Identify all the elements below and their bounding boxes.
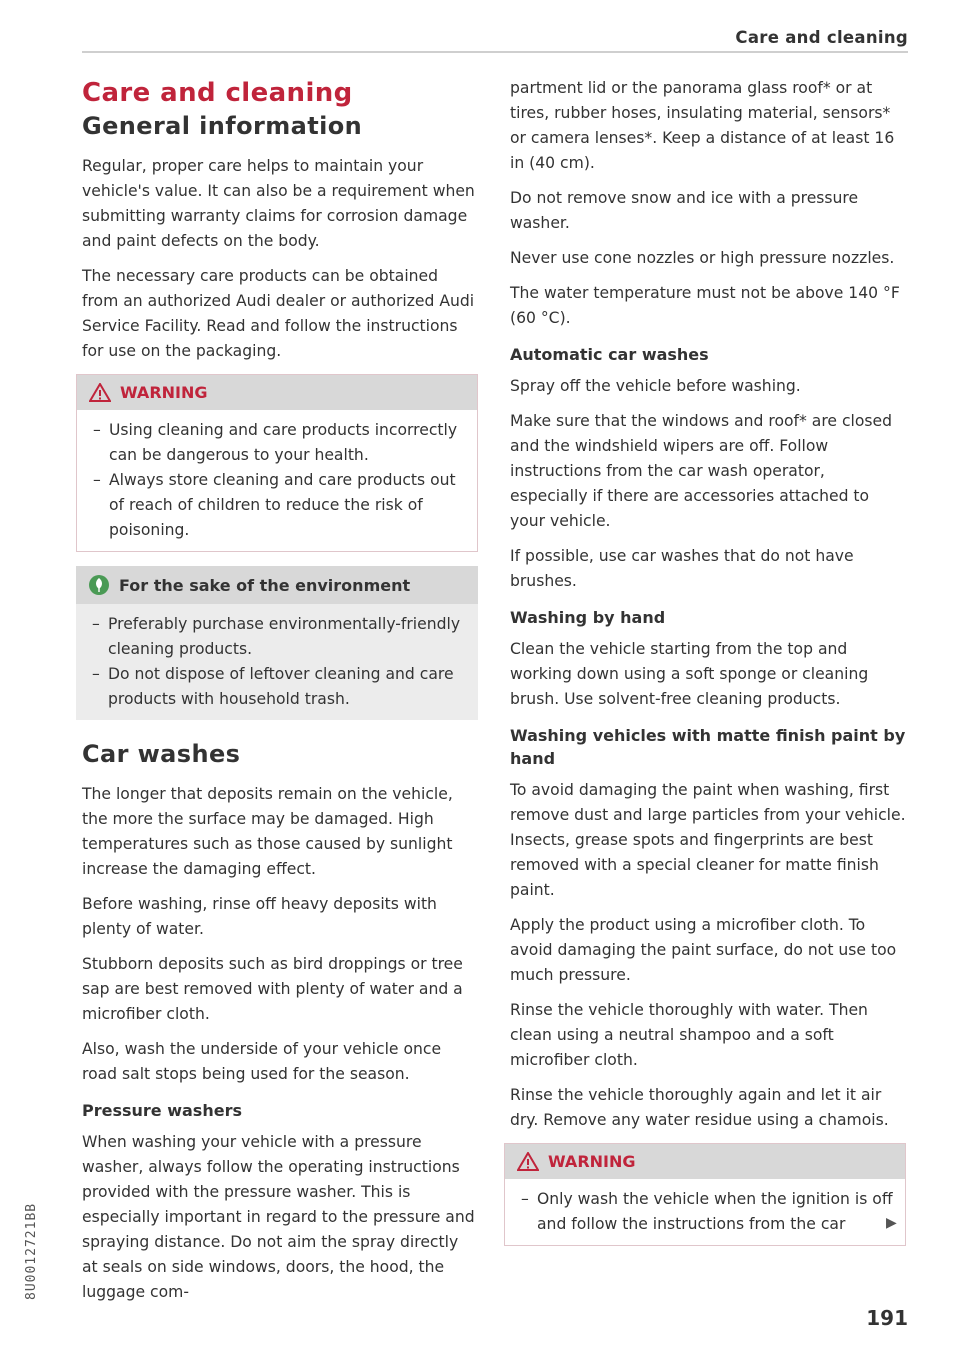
paragraph: partment lid or the panorama glass roof* or at tires, rubber hoses, insulating material, sensors* or camera lenses*. Keep a distance of at least 16 in (40 cm). (510, 79, 895, 172)
paragraph: If possible, use car washes that do not have brushes. (510, 547, 854, 590)
paragraph: Apply the product using a microfiber cloth. To avoid damaging the paint surface, do not use too much pressure. (510, 916, 897, 984)
paragraph: Never use cone nozzles or high pressure nozzles. (510, 249, 895, 267)
warning-title: WARNING (548, 1152, 636, 1171)
subheading-matte-finish: Washing vehicles with matte finish paint by hand (510, 726, 906, 768)
paragraph: Stubborn deposits such as bird droppings or tree sap are best removed with plenty of water and a microfiber cloth. (82, 955, 463, 1023)
paragraph: Rinse the vehicle thoroughly with water. Then clean using a neutral shampoo and a soft microfiber cloth. (510, 1001, 868, 1069)
paragraph: Before washing, rinse off heavy deposits with plenty of water. (82, 895, 437, 938)
subheading-automatic-car-washes: Automatic car washes (510, 345, 709, 364)
running-head: Care and cleaning (735, 28, 908, 47)
environment-title: For the sake of the environment (119, 575, 411, 595)
section-title-general-information: General information (82, 112, 363, 140)
paragraph: To avoid damaging the paint when washing, first remove dust and large particles from your vehicle. Insects, grease spots and fingerprints are best removed with a special cleaner for matte finish paint. (510, 781, 906, 899)
list-item: – Only wash the vehicle when the ignition is off and follow the instructions from the car (521, 1190, 893, 1233)
paragraph: Do not remove snow and ice with a pressure washer. (510, 189, 859, 232)
section-title-car-washes: Car washes (82, 740, 241, 768)
subheading-washing-by-hand: Washing by hand (510, 608, 666, 627)
paragraph: Clean the vehicle starting from the top and working down using a soft sponge or cleaning brush. Use solvent-free cleaning products. (510, 640, 869, 708)
document-code: 8U0012721BB (24, 1202, 39, 1300)
page-number: 191 (866, 1306, 908, 1330)
paragraph: When washing your vehicle with a pressure washer, always follow the operating instructions provided with the pressure washer. This is especially important in regard to the pressure and spraying distance. Do not aim the spray directly at seals on side windows, doors, the hood, the luggage com- (82, 1133, 475, 1301)
warning-list (77, 418, 477, 543)
continue-arrow-icon: ▶ (886, 1215, 897, 1231)
warning-list (505, 1187, 905, 1237)
list-item: – Always store cleaning and care products out of reach of children to reduce the risk of poisoning. (93, 471, 456, 539)
paragraph: The longer that deposits remain on the vehicle, the more the surface may be damaged. High temperatures such as those caused by sunlight increase the damaging effect. (82, 785, 453, 878)
warning-header (77, 375, 477, 410)
leaf-icon (88, 574, 110, 596)
list-item: – Using cleaning and care products incorrectly can be dangerous to your health. (93, 421, 458, 464)
warning-box (504, 1143, 906, 1246)
subheading-pressure-washers: Pressure washers (82, 1101, 242, 1120)
paragraph: The necessary care products can be obtained from an authorized Audi dealer or authorized Audi Service Facility. Read and follow the instructions for use on the packaging. (82, 267, 475, 360)
header-rule (82, 51, 908, 53)
list-item: – Do not dispose of leftover cleaning and care products with household trash. (92, 665, 454, 708)
paragraph: The water temperature must not be above 140 °F (60 °C). (510, 284, 900, 327)
warning-box (76, 374, 478, 552)
chapter-title: Care and cleaning (82, 78, 353, 108)
warning-triangle-icon (517, 1152, 539, 1171)
left-column (82, 72, 478, 1315)
warning-title: WARNING (120, 383, 208, 402)
right-column (510, 76, 906, 1260)
warning-triangle-icon (89, 383, 111, 402)
warning-header (505, 1144, 905, 1179)
environment-header (76, 566, 478, 604)
paragraph: Make sure that the windows and roof* are closed and the windshield wipers are off. Follow instructions from the car wash operator, especially if there are accessories attached to your vehicle. (510, 412, 893, 530)
environment-list (76, 612, 478, 712)
paragraph: Rinse the vehicle thoroughly again and let it air dry. Remove any water residue using a chamois. (510, 1086, 889, 1129)
paragraph: Spray off the vehicle before washing. (510, 377, 801, 395)
environment-box (76, 566, 478, 720)
list-item: – Preferably purchase environmentally-friendly cleaning products. (92, 615, 461, 658)
paragraph: Regular, proper care helps to maintain your vehicle's value. It can also be a requirement when submitting warranty claims for corrosion damage and paint defects on the body. (82, 157, 475, 250)
paragraph: Also, wash the underside of your vehicle once road salt stops being used for the season. (82, 1040, 442, 1083)
